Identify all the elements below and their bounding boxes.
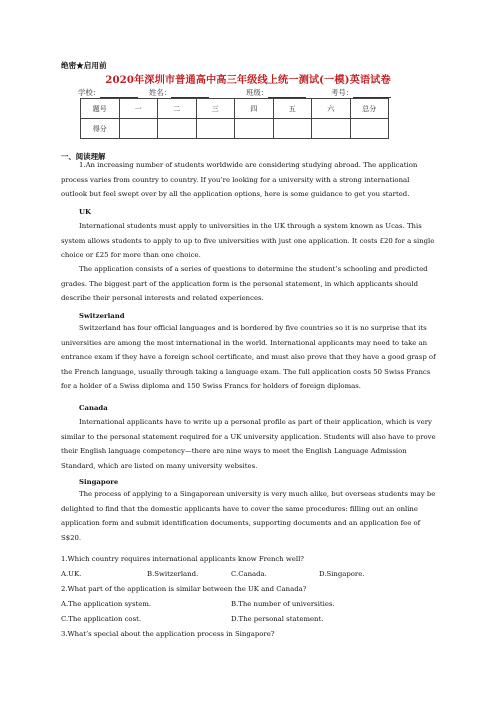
paragraph-switzerland: [61, 321, 437, 394]
passage-intro-text: 1.An increasing number of students worldwide are considering studying abroad. The application process varies from country to country. If you’re looking for a university with a strong international outlook but feel swept over by all the application options, here is some guidance to get you started.: [61, 161, 418, 199]
paragraph-uk-1-text: International students must apply to universities in the UK through a system known as Ucas. This system allows students to apply to up to five universities with just one application. It costs £20 for a single choice or £25 for more than one choice.: [61, 222, 435, 260]
name-label: 姓名：: [149, 88, 172, 97]
name-blank: [171, 90, 209, 98]
class-field: [246, 87, 306, 98]
question-3: 3.What’s special about the application process in Singapore?: [61, 630, 275, 638]
score-table-score-row: [81, 119, 389, 139]
class-blank: [268, 90, 306, 98]
question-2-option-b: B.The number of universities.: [231, 600, 335, 608]
score-table-header: 四: [235, 99, 274, 119]
section-heading: 一、阅读理解: [61, 152, 106, 161]
paragraph-singapore: [61, 487, 437, 545]
score-cell[interactable]: [158, 119, 197, 139]
score-cell[interactable]: [235, 119, 274, 139]
question-1-option-a: A.UK.: [61, 570, 82, 578]
score-table-header: 五: [273, 99, 312, 119]
school-field: [78, 87, 138, 98]
school-label: 学校：: [78, 88, 101, 97]
paragraph-uk-2-text: The application consists of a series of questions to determine the student’s schooling and predicted grades. The biggest part of the application form is the personal statement, in which applicants should describe their personal interests and related experiences.: [61, 265, 428, 303]
heading-uk: UK: [79, 208, 91, 216]
score-cell[interactable]: [350, 119, 389, 139]
paragraph-switzerland-text: Switzerland has four official languages and is bordered by five countries so it is no surprise that its universities are among the most international in the world. International applicants may need to take an entrance exam if they have a foreign school certificate, and must also prove that they have a good grasp of the French language, usually through taking a language exam. The full application costs 50 Swiss Francs for a holder of a Swiss diploma and 150 Swiss Francs for holders of foreign diplomas.: [61, 324, 436, 391]
class-label: 班级：: [246, 88, 269, 97]
paragraph-uk-2: [61, 262, 437, 306]
exam-title: 2020年深圳市普通高中高三年级线上统一测试(一模)英语试卷: [105, 74, 391, 86]
question-1-option-d: D.Singapore.: [319, 570, 365, 578]
paragraph-uk-1: [61, 219, 437, 263]
question-2-option-c: C.The application cost.: [61, 615, 142, 623]
heading-switzerland: Switzerland: [79, 312, 125, 320]
score-cell[interactable]: [119, 119, 158, 139]
score-table: [80, 98, 389, 139]
question-2-option-a: A.The application system.: [61, 600, 152, 608]
passage-intro: [61, 158, 437, 202]
exam-number-label: 考号：: [331, 88, 354, 97]
exam-number-field: [331, 87, 391, 98]
paragraph-canada-text: International applicants have to write up a personal profile as part of their application, which is very similar to the personal statement required for a UK university application. Students will also have to prove their English language competency—there are nine ways to meet the English Language Admission Standard, which are listed on many university websites.: [61, 418, 436, 470]
exam-number-blank: [353, 90, 391, 98]
score-row-label: 得分: [81, 119, 120, 139]
paragraph-singapore-text: The process of applying to a Singaporean university is very much alike, but overseas students may be delighted to find that the domestic applicants have to cover the same procedures: filling out an online application form and submit identification documents, supporting documents and an application fee of S$20.: [61, 490, 436, 542]
school-blank: [100, 90, 138, 98]
question-1-option-c: C.Canada.: [231, 570, 267, 578]
score-table-header: 六: [312, 99, 351, 119]
confidential-label: 绝密★启用前: [61, 61, 107, 70]
heading-canada: Canada: [79, 404, 108, 412]
question-1: 1.Which country requires international applicants know French well?: [61, 555, 304, 563]
question-2-option-d: D.The personal statement.: [231, 615, 324, 623]
name-field: [149, 87, 209, 98]
score-cell[interactable]: [273, 119, 312, 139]
score-cell[interactable]: [312, 119, 351, 139]
score-table-header: 总分: [350, 99, 389, 119]
score-table-header: 三: [196, 99, 235, 119]
score-cell[interactable]: [196, 119, 235, 139]
heading-singapore: Singapore: [79, 478, 119, 486]
score-table-header: 一: [119, 99, 158, 119]
score-table-header: 二: [158, 99, 197, 119]
question-2: 2.What part of the application is similar between the UK and Canada?: [61, 585, 307, 593]
score-table-header-row: [81, 99, 389, 119]
paragraph-canada: [61, 415, 437, 473]
score-table-header: 题号: [81, 99, 120, 119]
question-1-option-b: B.Switzerland.: [147, 570, 199, 578]
